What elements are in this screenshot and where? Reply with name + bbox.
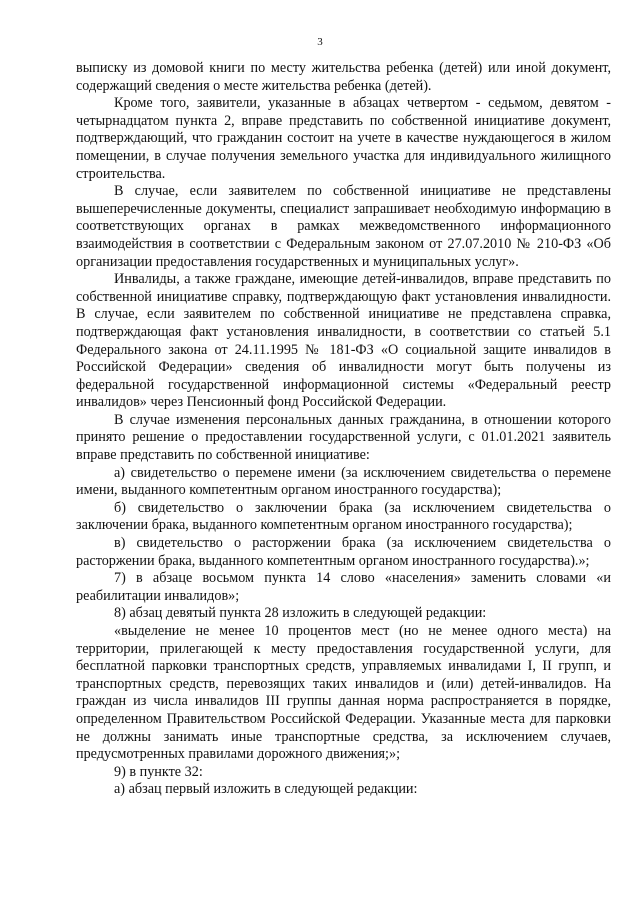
paragraph-4: Инвалиды, а также граждане, имеющие детей-инвалидов, вправе представить по собственной инициативе справку, подтверждающую факт установления инвалидности. В случае, если заявителем по собственной инициативе не представлена справка, подтверждающая факт установления инвалидности, в соответствии со статьей 5.1 Федерального закона от 24.11.1995 № 181-ФЗ «О социальной защите инвалидов в Российской Федерации» сведения об инвалидности могут быть получены из федеральной государственной информационной системы «Федеральный реестр инвалидов» через Пенсионный фонд Российской Федерации.	[76, 271, 611, 411]
page-number: 3	[317, 36, 323, 48]
paragraph-1: выписку из домовой книги по месту жительства ребенка (детей) или иной документ, содержащий сведения о месте жительства ребенка (детей).	[76, 60, 611, 94]
paragraph-7: б) свидетельство о заключении брака (за исключением свидетельства о заключении брака, выданного компетентным органом иностранного государства);	[76, 499, 611, 534]
paragraph-5: В случае изменения персональных данных гражданина, в отношении которого принято решение о предоставлении государственной услуги, с 01.01.2021 заявитель вправе представить по собственной инициативе:	[76, 411, 611, 464]
paragraph-6: а) свидетельство о перемене имени (за исключением свидетельства о перемене имени, выданного компетентным органом иностранного государства);	[76, 464, 611, 499]
paragraph-2: Кроме того, заявители, указанные в абзацах четвертом - седьмом, девятом - четырнадцатом пункта 2, вправе представить по собственной инициативе документ, подтверждающий, что гражданин состоит на учете в качестве нуждающегося в жилом помещении, в случае получения земельного участка для индивидуального жилищного строительства.	[76, 95, 611, 182]
paragraph-10: 8) абзац девятый пункта 28 изложить в следующей редакции:	[114, 605, 487, 622]
paragraph-11: «выделение не менее 10 процентов мест (но не менее одного места) на территории, прилегающей к месту предоставления государственной услуги, для бесплатной парковки транспортных средств, управляемых инвалидами I, II групп, и транспортных средств, перевозящих таких инвалидов и (или) детей-инвалидов. На граждан из числа инвалидов III группы данная норма распространяется в порядке, определенном Правительством Российской Федерации. Указанные места для парковки не должны занимать иные транспортные средства, за исключением случаев, предусмотренных правилами дорожного движения;»;	[76, 623, 611, 763]
paragraph-13: а) абзац первый изложить в следующей редакции:	[114, 781, 418, 798]
paragraph-12: 9) в пункте 32:	[114, 763, 203, 780]
paragraph-9: 7) в абзаце восьмом пункта 14 слово «населения» заменить словами «и реабилитации инвалидов»;	[76, 570, 611, 604]
paragraph-8: в) свидетельство о расторжении брака (за исключением свидетельства о расторжении брака, выданного компетентным органом иностранного государства).»;	[76, 535, 611, 569]
document-body	[76, 60, 611, 799]
paragraph-3: В случае, если заявителем по собственной инициативе не представлены вышеперечисленные документы, специалист запрашивает необходимую информацию в соответствующих органах в рамках межведомственного информационного взаимодействия в соответствии с Федеральным законом от 27.07.2010 № 210-ФЗ «Об организации предоставления государственных и муниципальных услуг».	[76, 183, 611, 270]
